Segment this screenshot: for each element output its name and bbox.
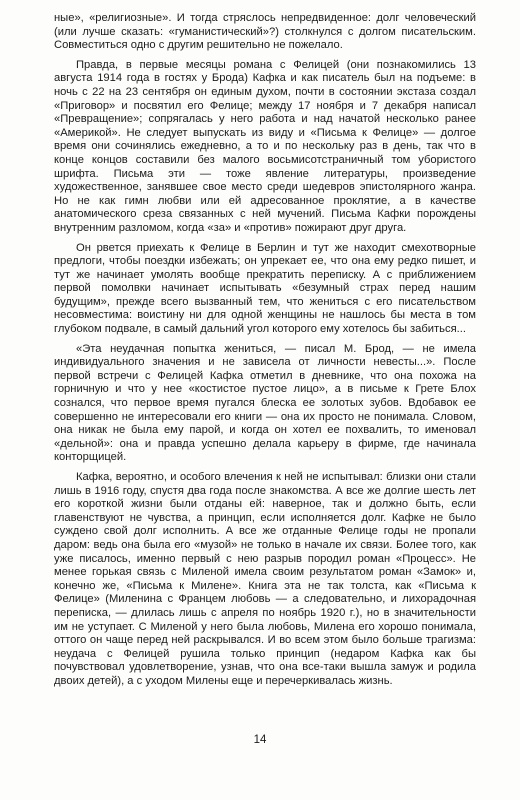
paragraph-5: Кафка, вероятно, и особого влечения к ней не испытывал: близки они стали лишь в 1916 году, спустя два года после знакомства. А все же долгие шесть лет его короткой жизни были отданы ей: наверное, так и должно быть, если главенствуют не чувства, а принцип, если исполняется долг. Кафке не было суждено свой долг исполнить. А все же отданные Фелице годы не пропали даром: ведь она была его «музой» не только в начале их связи. Более того, как уже писалось, именно первый с нею разрыв породил роман «Процесс». Не менее горькая связь с Миленой имела своим результатом роман «Замок» и, конечно же, «Письма к Милене». Книга эта не так толста, как «Письма к Фелице» (Миленина с Францем любовь — а следовательно, и лихорадочная переписка, — длилась лишь с апреля по ноябрь 1920 г.), но в значительности им не уступает. С Миленой у него была любовь, Милена его хорошо понимала, оттого он чаще перед ней раскрывался. И во всем этом было больше трагизма: неудача с Фелицей рушила только принцип (недаром Кафка как бы почувствовал удовлетворение, узнав, что она все-таки вышла замуж и родила двоих детей), а с уходом Милены еще и перечеркивалась жизнь.	[54, 471, 476, 687]
paragraph-1: ные», «религиозные». И тогда стряслось непредвиденное: долг человеческий (или лучше сказать: «гуманистический»?) столкнулся с долгом писательским. Совместиться одно с другим решительно не пожелало.	[54, 12, 476, 52]
paragraph-4: «Эта неудачная попытка жениться, — писал М. Брод, — не имела индивидуального значения и не зависела от личности невесты...». После первой встречи с Фелицей Кафка отметил в дневнике, что она похожа на горничную и что у нее «костистое пустое лицо», а в письме к Грете Блох сознался, что первое время пугался блеска ее золотых зубов. Вдобавок ее совершенно не интересовали его книги — она их просто не понимала. Словом, она никак не была ему парой, и когда он хотел ее похвалить, то именовал «дельной»: она и правда успешно делала карьеру в фирме, где начинала конторщицей.	[54, 342, 476, 464]
paragraph-3: Он рвется приехать к Фелице в Берлин и тут же находит смехотворные предлоги, чтобы поездки избежать; он упрекает ее, что она ему редко пишет, и тут же начинает умолять вообще прекратить переписку. А с приближением первой помолвки начинает испытывать «безумный страх перед нашим будущим», прежде всего вызванный тем, что жениться с его писательством несовместима: воистину ни для одной женщины не нашлось бы места в том глубоком подвале, в самый дальний угол которого ему хотелось бы забиться...	[54, 241, 476, 336]
paragraph-2: Правда, в первые месяцы романа с Фелицей (они познакомились 13 августа 1914 года в гостях у Брода) Кафка и как писатель был на подъеме: в ночь с 22 на 23 сентября он единым духом, почти в состоянии экстаза создал «Приговор» и посвятил его Фелице; между 17 ноября и 7 декабря написал «Превращение»; сопрягалась у него работа и над начатой несколько ранее «Америкой». Не следует выпускать из виду и «Письма к Фелице» — долгое время они сочинялись ежедневно, а то и по нескольку раз в день, так что в конце концов составили без малого восьмисотстраничный том убористого шрифта. Письма эти — тоже явление литературы, произведение художественное, занявшее свое место среди шедевров эпистолярного жанра. Но не как гимн любви или ей адресованное проклятие, а в качестве анатомического среза связанных с ней мучений. Письма Кафки порождены внутренним разломом, когда «за» и «против» пожирают друг друга.	[54, 58, 476, 234]
page-number: 14	[253, 734, 267, 746]
